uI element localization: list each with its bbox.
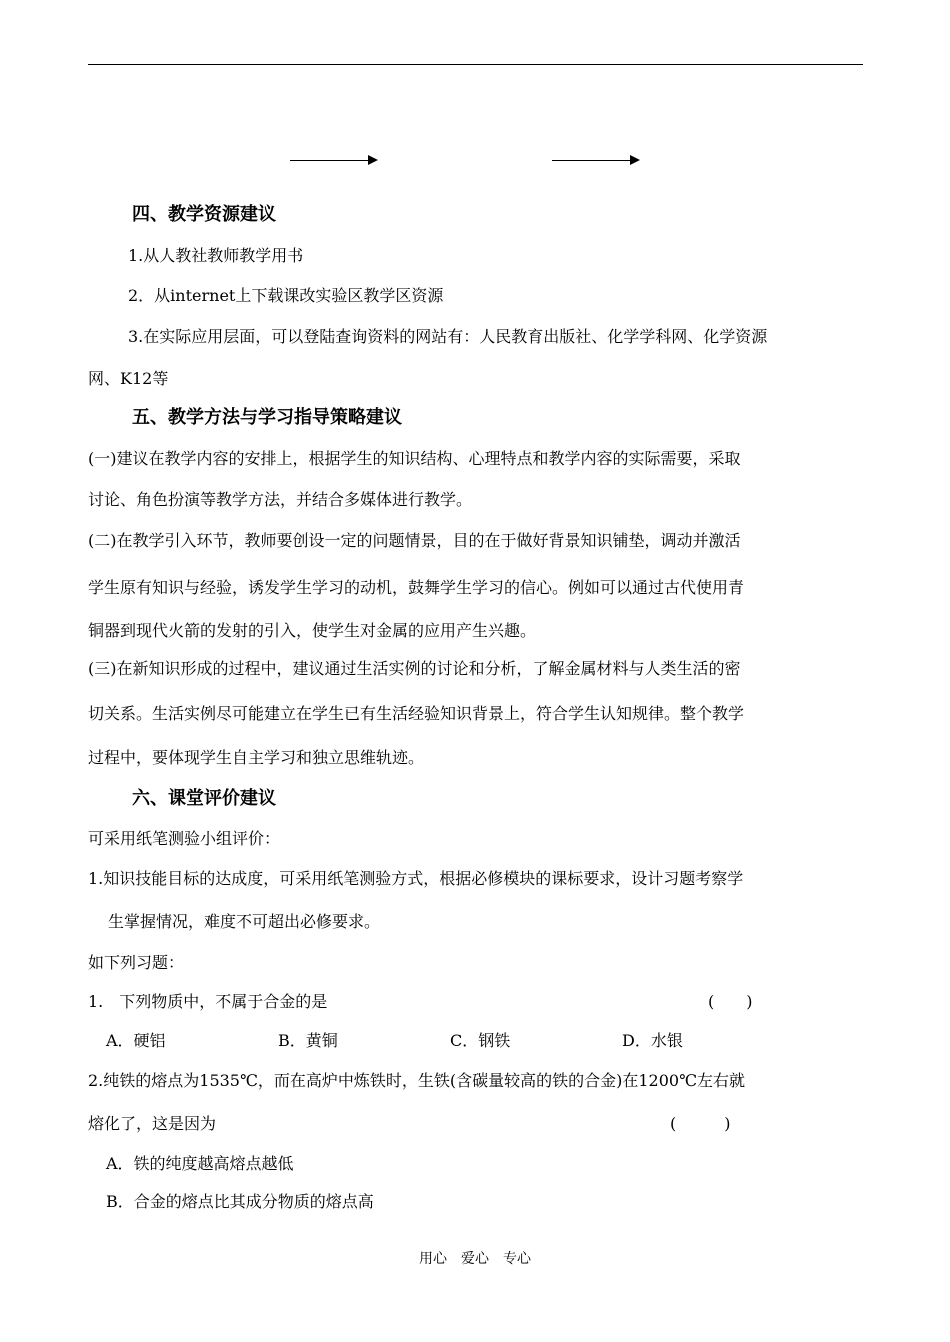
method-line: (一)建议在教学内容的安排上，根据学生的知识结构、心理特点和教学内容的实际需要，采取 <box>88 449 741 468</box>
header-rule <box>88 64 863 65</box>
method-line: 铜器到现代火箭的发射的引入，使学生对金属的应用产生兴趣。 <box>88 621 537 640</box>
evaluation-point-1: 1.知识技能目标的达成度，可采用纸笔测验方式，根据必修模块的课标要求，设计习题考察学 <box>88 869 744 888</box>
method-line: 讨论、角色扮演等教学方法，并结合多媒体进行教学。 <box>88 490 473 509</box>
section-heading-methods: 五、教学方法与学习指导策略建议 <box>132 407 402 428</box>
question-1-answer-blank: ( ) <box>708 992 753 1011</box>
resource-item-3-cont: 网、K12等 <box>88 369 169 388</box>
resource-item-3: 3.在实际应用层面，可以登陆查询资料的网站有：人民教育出版社、化学学科网、化学资源 <box>128 327 768 346</box>
right-arrow-icon <box>290 160 374 161</box>
question-1-option-d: D．水银 <box>622 1031 683 1050</box>
section-heading-evaluation: 六、课堂评价建议 <box>132 788 276 809</box>
right-arrow-icon <box>552 160 636 161</box>
exercise-intro: 如下列习题： <box>88 953 185 972</box>
question-1-stem: 1. 下列物质中，不属于合金的是 <box>88 992 328 1011</box>
evaluation-intro: 可采用纸笔测验小组评价： <box>88 829 281 848</box>
section-heading-resources: 四、教学资源建议 <box>132 204 276 225</box>
question-2-stem: 2.纯铁的熔点为1535℃，而在高炉中炼铁时，生铁(含碳量较高的铁的合金)在1200℃左右就 <box>88 1071 745 1090</box>
method-line: (二)在教学引入环节，教师要创设一定的问题情景，目的在于做好背景知识铺垫，调动并激活 <box>88 531 741 550</box>
method-line: 过程中，要体现学生自主学习和独立思维轨迹。 <box>88 748 425 767</box>
page-footer: 用心 爱心 专心 <box>419 1251 531 1267</box>
question-2-stem-cont: 熔化了，这是因为 <box>88 1114 217 1133</box>
resource-item-1: 1.从人教社教师教学用书 <box>128 246 304 265</box>
method-line: 学生原有知识与经验，诱发学生学习的动机，鼓舞学生学习的信心。例如可以通过古代使用青 <box>88 578 745 597</box>
question-2-option-a: A．铁的纯度越高熔点越低 <box>106 1154 294 1173</box>
question-1-option-b: B．黄铜 <box>278 1031 338 1050</box>
method-line: 切关系。生活实例尽可能建立在学生已有生活经验知识背景上，符合学生认知规律。整个教学 <box>88 704 745 723</box>
evaluation-point-1-cont: 生掌握情况，难度不可超出必修要求。 <box>108 912 381 931</box>
resource-item-2: 2．从internet上下载课改实验区教学区资源 <box>128 286 444 305</box>
question-1-option-a: A．硬铝 <box>106 1031 166 1050</box>
method-line: (三)在新知识形成的过程中，建议通过生活实例的讨论和分析，了解金属材料与人类生活的密 <box>88 659 741 678</box>
question-2-option-b: B．合金的熔点比其成分物质的熔点高 <box>106 1192 374 1211</box>
question-2-answer-blank: ( ) <box>670 1114 731 1133</box>
question-1-option-c: C．钢铁 <box>450 1031 511 1050</box>
